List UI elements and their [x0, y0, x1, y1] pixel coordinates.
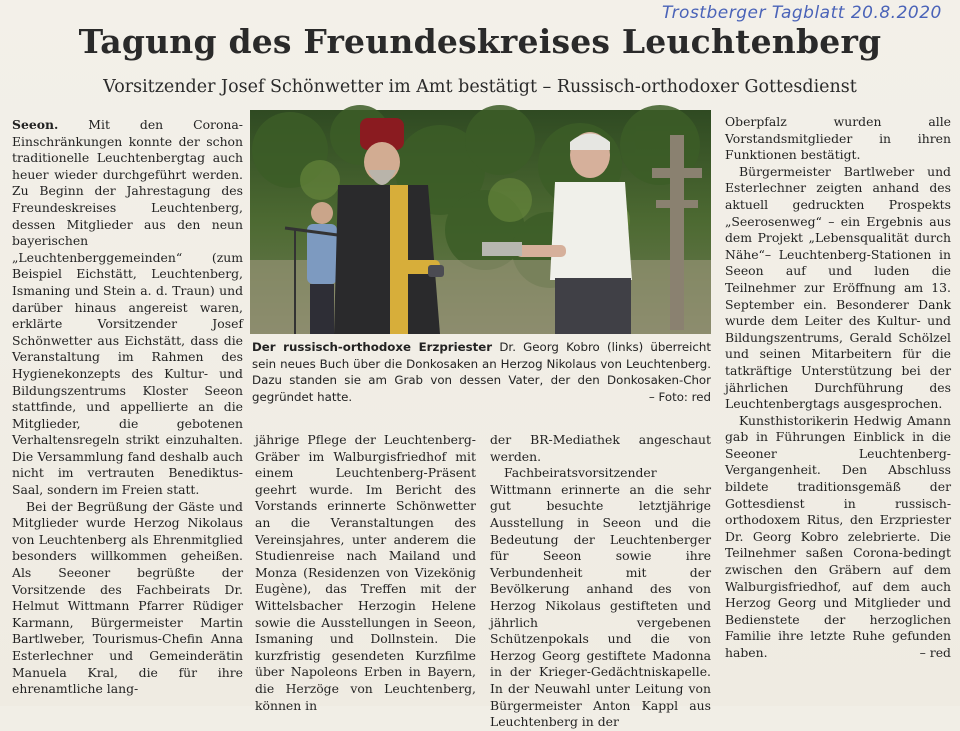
photo-scene	[250, 110, 711, 334]
paragraph: Oberpfalz wurden alle Vorstandsmitglieder in ihren Funktionen bestätigt.	[725, 114, 951, 163]
handwritten-source-note: Trostberger Tagblatt 20.8.2020	[662, 3, 942, 23]
paragraph: Fachbeiratsvorsitzender Wittmann erinnerte an die sehr gut besuchte letztjährige Ausstellung in Seeon und die Bedeutung der Leuchtenberger für Seeon sowie ihre Verbundenheit mit der Bevölkerung anhand des von Herzog Nikolaus gestifteten und jährlich vergebenen Schützenpokals und die von Herzog Georg gestiftete Madonna in der Krieger-Gedächtniskapelle. In der Neuwahl unter Leitung von Bürgermeister Anton Kappl aus Leuchtenberg in der	[490, 465, 711, 730]
dateline: Seeon.	[12, 117, 59, 132]
photo-credit: – Foto: red	[648, 389, 711, 404]
article-column-4	[725, 114, 951, 702]
caption-text: Dr. Georg Kobro (links) überreicht sein neues Buch über die Donkosaken an Herzog Nikolaus von Leuchtenberg. Dazu standen sie am Grab von dessen Vater, der den Donkosaken-Chor gegründet hatte.	[252, 340, 711, 404]
paragraph-text: Kunsthistorikerin Hedwig Amann gab in Führungen Einblick in die Seeoner Leuchtenberg-Vergangenheit. Den Abschluss bildete traditionsgemäß der Gottesdienst in russisch-orthodoxem Ritus, den Erzpriester Dr. Georg Kobro zelebrierte. Die Teilnehmer saßen Corona-bedingt zwischen den Gräbern auf dem Walburgisfriedhof, auf dem auch Herzog Georg und Mitglieder und Bedienstete der herzoglichen Familie ihre letzte Ruhe gefunden haben.	[725, 412, 951, 660]
paragraph-text: Mit den Corona-Einschränkungen konnte der schon traditionelle Leuchtenbergtag auch heuer wieder durchgeführt werden. Zu Beginn der Jahrestagung des Freundeskreises Leuchtenberg, dessen Mitglieder aus den neun bayerischen „Leuchtenberggemeinden“ (zum Beispiel Eichstätt, Leuchtenberg, Ismaning und Stein a. d. Traun) und darüber hinaus angereist waren, erklärte Vorsitzender Josef Schönwetter aus Eichstätt, dass die Veranstaltung im Rahmen des Hygienekonzepts des Kultur- und Bildungszentrums Kloster Seeon stattfinde, und appellierte an die Mitglieder, die gebotenen Verhaltensregeln strikt einzuhalten. Die Versammlung fand deshalb auch nicht im vertrauten Benediktus-Saal, sondern im Freien statt.	[12, 117, 243, 498]
caption-lead: Der russisch-orthodoxe Erzpriester	[252, 340, 493, 354]
paragraph	[12, 117, 243, 499]
paragraph: der BR-Mediathek angeschaut werden.	[490, 432, 711, 464]
article-column-2	[255, 432, 476, 713]
paragraph: Bei der Begrüßung der Gäste und Mitglieder wurde Herzog Nikolaus von Leuchtenberg als Ehrenmitglied besonders willkommen geheißen. Als Seeoner begrüßte der Vorsitzende des Fachbeirats Dr. Helmut Wittmann Pfarrer Rüdiger Karmann, Bürgermeister Martin Bartlweber, Tourismus-Chefin Anna Esterlechner und Gemeinderätin Manuela Kral, die für ihre ehrenamtliche lang-	[12, 498, 243, 697]
news-photo	[250, 110, 711, 334]
subheadline: Vorsitzender Josef Schönwetter im Amt bestätigt – Russisch-orthodoxer Gottesdienst	[103, 77, 857, 97]
author-signoff: – red	[919, 645, 951, 660]
paragraph: jährige Pflege der Leuchtenberg-Gräber im Walburgisfriedhof mit einem Leuchtenberg-Präsent geehrt wurde. Im Bericht des Vorstands erinnerte Schönwetter an die Veranstaltungen des Vereinsjahres, unter anderem die Studienreise nach Mailand und Monza (Residenzen von Vizekönig Eugène), das Treffen mit der Wittelsbacher Herzogin Helene sowie die Ausstellungen in Seeon, Ismaning und Dollnstein. Die kurzfristig gesendeten Kurzfilme über Napoleons Erben in Bayern, die Herzöge von Leuchtenberg, können in	[255, 432, 476, 713]
paragraph: Bürgermeister Bartlweber und Esterlechner zeigten anhand des aktuell gedruckten Prospekts „Seerosenweg“ – ein Ergebnis aus dem Projekt „Lebensqualität durch Nähe“– Leuchtenberg-Stationen in Seeon auf und luden die Teilnehmer zur Eröffnung am 13. September ein. Besonderer Dank wurde dem Leiter des Kultur- und Bildungszentrums, Gerald Schölzel und seinen Mitarbeitern für die tatkräftige Unterstützung bei der jährlichen Durchführung des Leuchtenbergtags ausgesprochen.	[725, 163, 951, 412]
book	[482, 242, 522, 256]
article-column-1	[12, 117, 243, 701]
headline: Tagung des Freundeskreises Leuchtenberg	[78, 22, 882, 61]
article-column-3	[490, 432, 711, 730]
photo-caption	[252, 339, 711, 405]
paragraph	[725, 413, 951, 662]
